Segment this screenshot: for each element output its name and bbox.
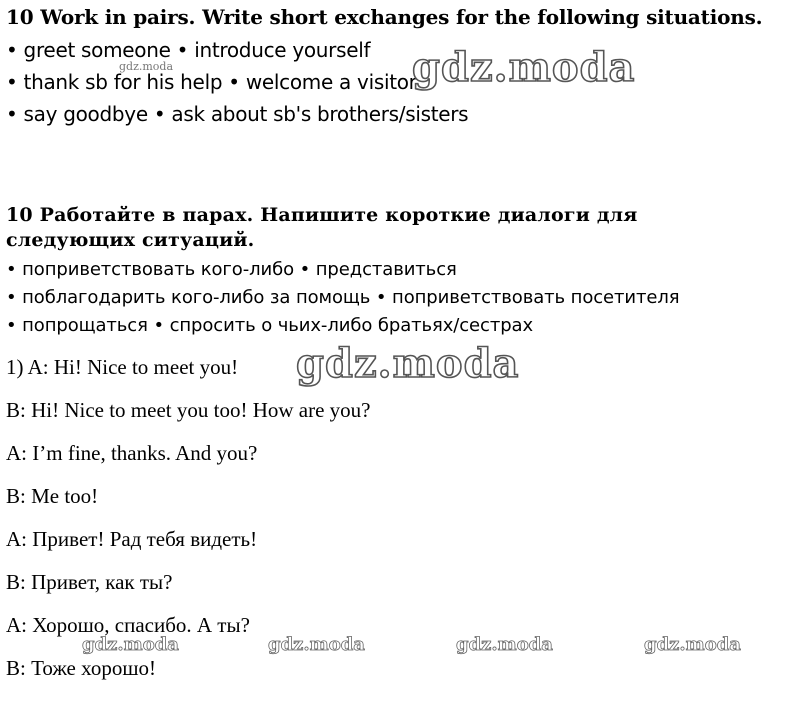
- task-ru-item-3: • попрощаться • спросить о чьих-либо братьях/сестрах: [6, 315, 534, 336]
- dialogue-line-2: B: Hi! Nice to meet you too! How are you?: [6, 398, 371, 422]
- watermark-large-top: gdz.moda: [412, 44, 636, 91]
- dialogue-line-7: A: Хорошо, спасибо. А ты?: [6, 613, 250, 637]
- task-en-title: 10 Work in pairs. Write short exchanges for the following situations.: [6, 5, 763, 29]
- dialogue-line-4: B: Me too!: [6, 484, 99, 508]
- task-en-item-1: • greet someone • introduce yourself: [6, 38, 371, 62]
- dialogue-line-1: 1) A: Hi! Nice to meet you!: [6, 355, 239, 379]
- dialogue-line-8: B: Тоже хорошо!: [6, 656, 156, 680]
- task-ru-item-1: • поприветствовать кого-либо • представиться: [6, 259, 457, 280]
- task-ru-item-2: • поблагодарить кого-либо за помощь • поприветствовать посетителя: [6, 287, 680, 308]
- watermark-large-middle: gdz.moda: [296, 340, 520, 387]
- watermark-row-4: gdz.moda: [644, 634, 741, 655]
- watermark-row-1: gdz.moda: [82, 634, 179, 655]
- watermark-row-2: gdz.moda: [268, 634, 365, 655]
- dialogue-line-5: A: Привет! Рад тебя видеть!: [6, 527, 258, 551]
- watermark-small: gdz.moda: [119, 60, 174, 73]
- task-ru-title: 10 Работайте в парах. Напишите короткие диалоги для следующих ситуаций.: [6, 204, 638, 251]
- dialogue-line-3: A: I’m fine, thanks. And you?: [6, 441, 258, 465]
- watermark-row-3: gdz.moda: [456, 634, 553, 655]
- task-en-item-3: • say goodbye • ask about sb's brothers/sisters: [6, 102, 469, 126]
- dialogue-line-6: B: Привет, как ты?: [6, 570, 173, 594]
- task-en-item-2: • thank sb for his help • welcome a visitor: [6, 70, 417, 94]
